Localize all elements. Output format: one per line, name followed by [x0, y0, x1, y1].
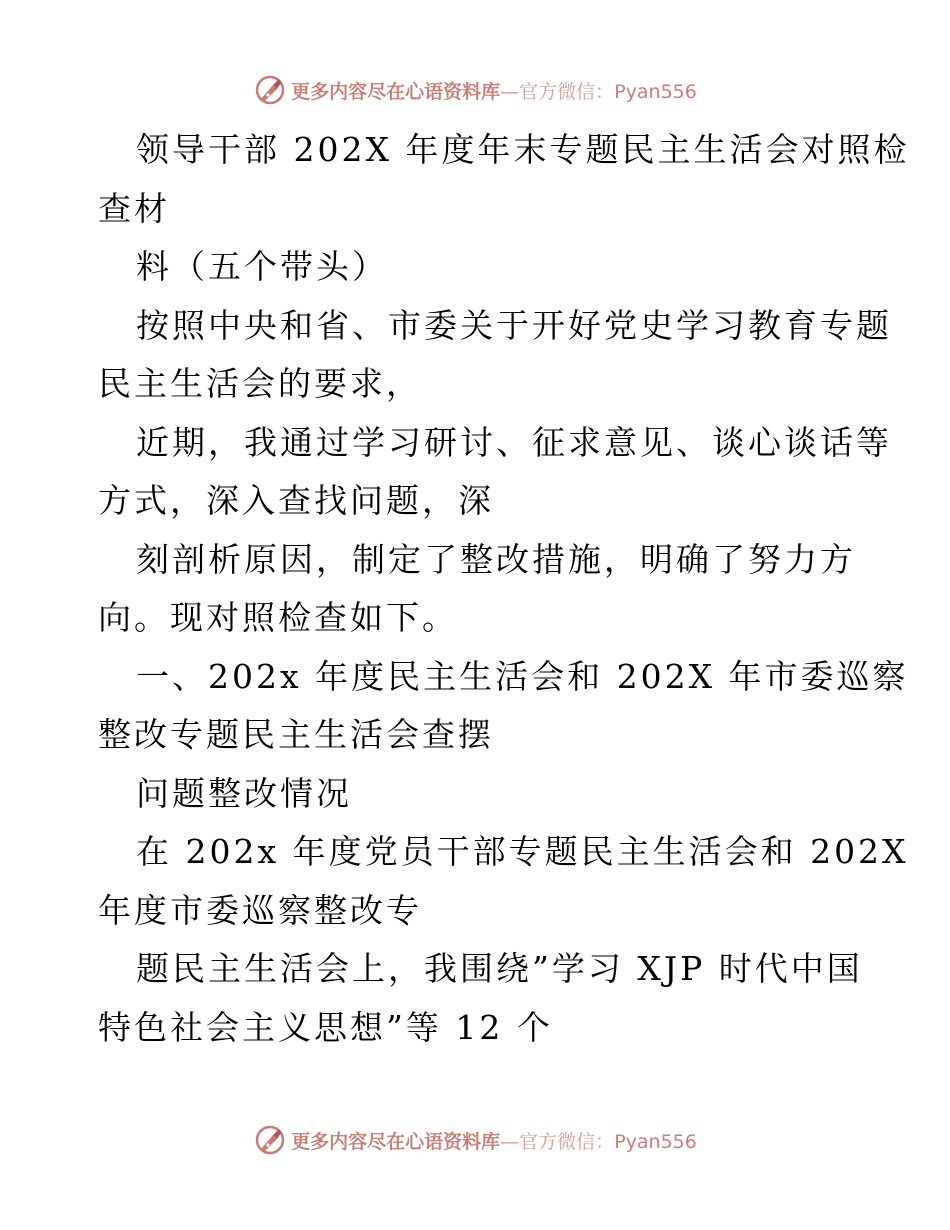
pen-nib-circle-icon: [253, 1123, 287, 1157]
body-line: 问题整改情况: [136, 773, 352, 813]
pen-nib-circle-icon: [253, 73, 287, 107]
watermark-sub-text: —官方微信：: [500, 80, 615, 103]
body-line: 整改专题民主生活会查摆: [98, 715, 494, 754]
footer-watermark: [0, 1120, 950, 1160]
header-watermark: [0, 70, 950, 110]
body-line: 一、202x 年度民主生活会和 202X 年市委巡察: [136, 656, 909, 696]
body-line: 特色社会主义思想”等 12 个: [98, 1007, 553, 1047]
watermark-text: [291, 77, 697, 104]
watermark-wechat-id: Pyan556: [614, 80, 697, 103]
watermark-text: [291, 1127, 697, 1154]
watermark-main-text: 更多内容尽在心语资料库: [291, 1130, 501, 1153]
body-line: 领导干部 202X 年度年末专题民主生活会对照检: [136, 130, 910, 169]
body-line: 按照中央和省、市委关于开好党史学习教育专题: [136, 305, 892, 345]
body-line: 料（五个带头）: [136, 247, 388, 286]
body-line: 近期，我通过学习研讨、征求意见、谈心谈话等: [136, 422, 892, 462]
watermark-main-text: 更多内容尽在心语资料库: [291, 80, 501, 103]
body-line: 在 202x 年度党员干部专题民主生活会和 202X: [136, 832, 909, 871]
body-line: 向。现对照检查如下。: [98, 598, 458, 637]
body-line: 民主生活会的要求，: [98, 364, 422, 403]
watermark-wechat-id: Pyan556: [614, 1130, 697, 1153]
watermark-sub-text: —官方微信：: [500, 1130, 615, 1153]
body-line: 查材: [98, 188, 170, 228]
body-line: 年度市委巡察整改专: [98, 890, 422, 930]
body-line: 题民主生活会上，我围绕”学习 XJP 时代中国: [136, 949, 863, 988]
body-line: 方式，深入查找问题，深: [98, 481, 494, 520]
document-body: [98, 121, 910, 1057]
body-line: 刻剖析原因，制定了整改措施，明确了努力方: [136, 539, 856, 579]
